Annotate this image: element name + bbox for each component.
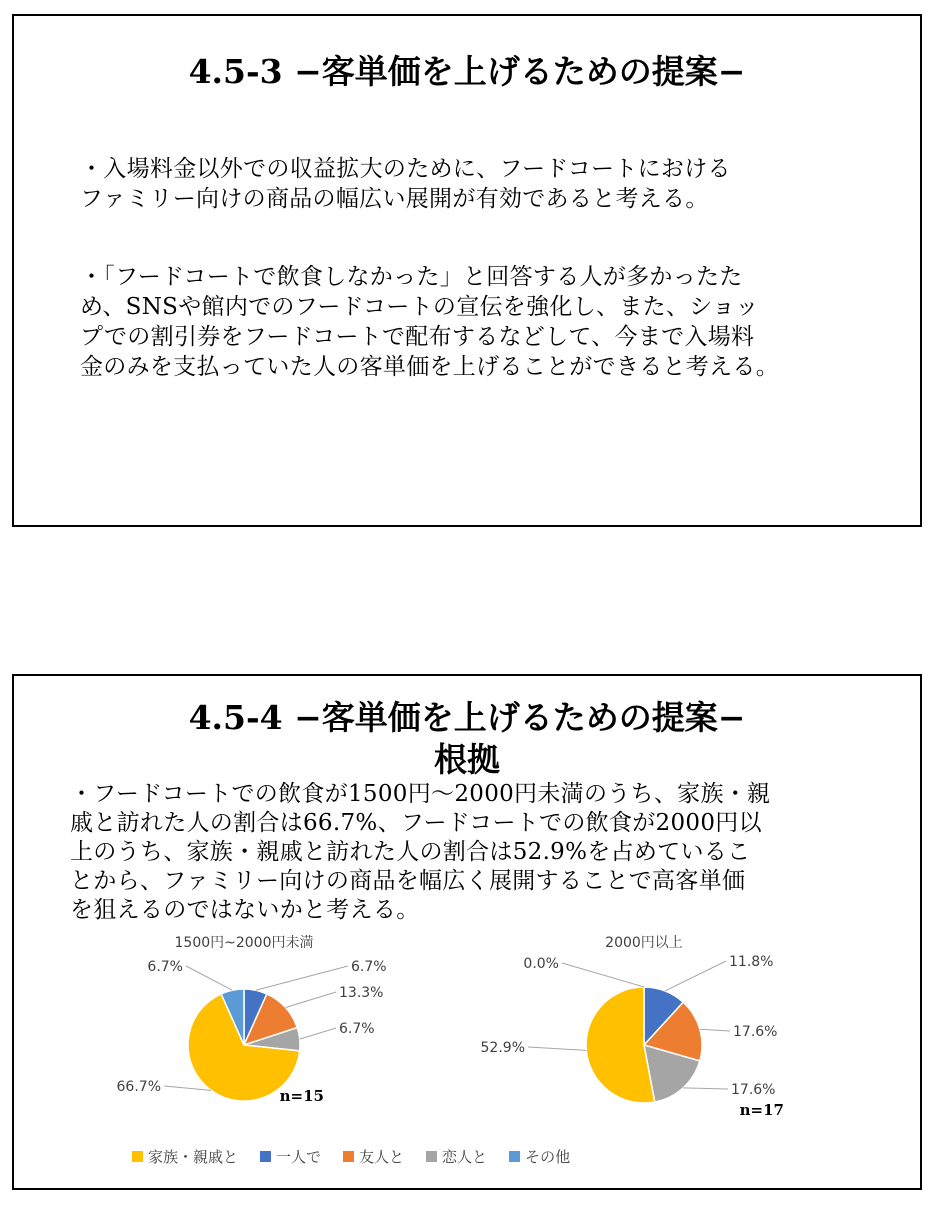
sample-size-label: n=15 [279, 1087, 324, 1105]
legend-item [260, 1146, 321, 1167]
data-label: 6.7% [147, 959, 183, 975]
data-label: 11.8% [729, 954, 774, 970]
slide-title: 4.5-3 −客単価を上げるための提案− [188, 52, 746, 91]
legend-item [509, 1146, 570, 1167]
text-line: め、SNSや館内でのフードコートの宣伝を強化し、また、ショッ [80, 294, 759, 320]
leader-line [164, 1086, 211, 1090]
text-line: とから、ファミリー向けの商品を幅広く展開することで高客単価 [70, 868, 746, 894]
paragraph-1 [80, 154, 731, 214]
data-label: 52.9% [480, 1040, 525, 1056]
leader-line [562, 963, 644, 987]
data-label: 17.6% [731, 1082, 776, 1098]
data-label: 17.6% [733, 1024, 778, 1040]
text-line: を狙えるのではないかと考える。 [70, 897, 420, 923]
chart-title: 1500円~2000円未満 [174, 935, 314, 951]
sample-size-label: n=17 [739, 1101, 784, 1119]
text-line: 戚と訪れた人の割合は66.7%、フードコートでの飲食が2000円以 [70, 810, 762, 836]
text-line: プでの割引券をフードコートで配布するなどして、今まで入場料 [80, 324, 755, 350]
legend-label: 恋人と [442, 1148, 488, 1166]
leader-line [286, 992, 336, 1008]
text-line: ・「フードコートで飲食しなかった」と回答する人が多かったた [80, 264, 743, 290]
chart-legend [132, 1146, 570, 1167]
pie-chart-2000-plus [480, 931, 804, 1131]
data-label: 13.3% [339, 985, 384, 1001]
legend-swatch [260, 1151, 271, 1162]
legend-label: その他 [525, 1148, 571, 1166]
text-line: ファミリー向けの商品の幅広い展開が有効であると考える。 [80, 186, 709, 212]
slide-4-5-4 [12, 674, 922, 1190]
legend-label: 一人で [276, 1148, 322, 1166]
text-line: 金のみを支払っていた人の客単価を上げることができると考える。 [80, 354, 779, 380]
slide-title: 4.5-4 −客単価を上げるための提案− [188, 698, 746, 737]
legend-swatch [343, 1151, 354, 1162]
body-paragraph [70, 780, 770, 925]
text-line: ・入場料金以外での収益拡大のために、フードコートにおける [80, 156, 731, 182]
pie-chart-1500-2000 [114, 931, 414, 1131]
leader-line [528, 1047, 586, 1050]
data-label: 0.0% [523, 956, 559, 972]
data-label: 6.7% [339, 1021, 375, 1037]
data-label: 66.7% [116, 1079, 161, 1095]
paragraph-2 [80, 262, 779, 382]
legend-item [132, 1146, 238, 1167]
data-label: 6.7% [351, 959, 387, 975]
leader-line [300, 1028, 336, 1039]
legend-label: 友人と [359, 1148, 405, 1166]
leader-line [186, 966, 232, 990]
chart-title: 2000円以上 [605, 935, 683, 951]
legend-item [426, 1146, 487, 1167]
pie-slice [586, 987, 655, 1103]
legend-item [343, 1146, 404, 1167]
legend-label: 家族・親戚と [148, 1148, 239, 1166]
leader-line [256, 966, 348, 990]
legend-swatch [426, 1151, 437, 1162]
slide-subtitle: 根拠 [434, 740, 500, 779]
leader-line [665, 961, 726, 991]
leader-line [700, 1029, 730, 1031]
leader-line [683, 1088, 728, 1089]
legend-swatch [132, 1151, 143, 1162]
slide-4-5-3 [12, 14, 922, 527]
text-line: 上のうち、家族・親戚と訪れた人の割合は52.9%を占めているこ [70, 839, 751, 865]
legend-swatch [509, 1151, 520, 1162]
text-line: ・フードコートでの飲食が1500円〜2000円未満のうち、家族・親 [70, 781, 771, 807]
